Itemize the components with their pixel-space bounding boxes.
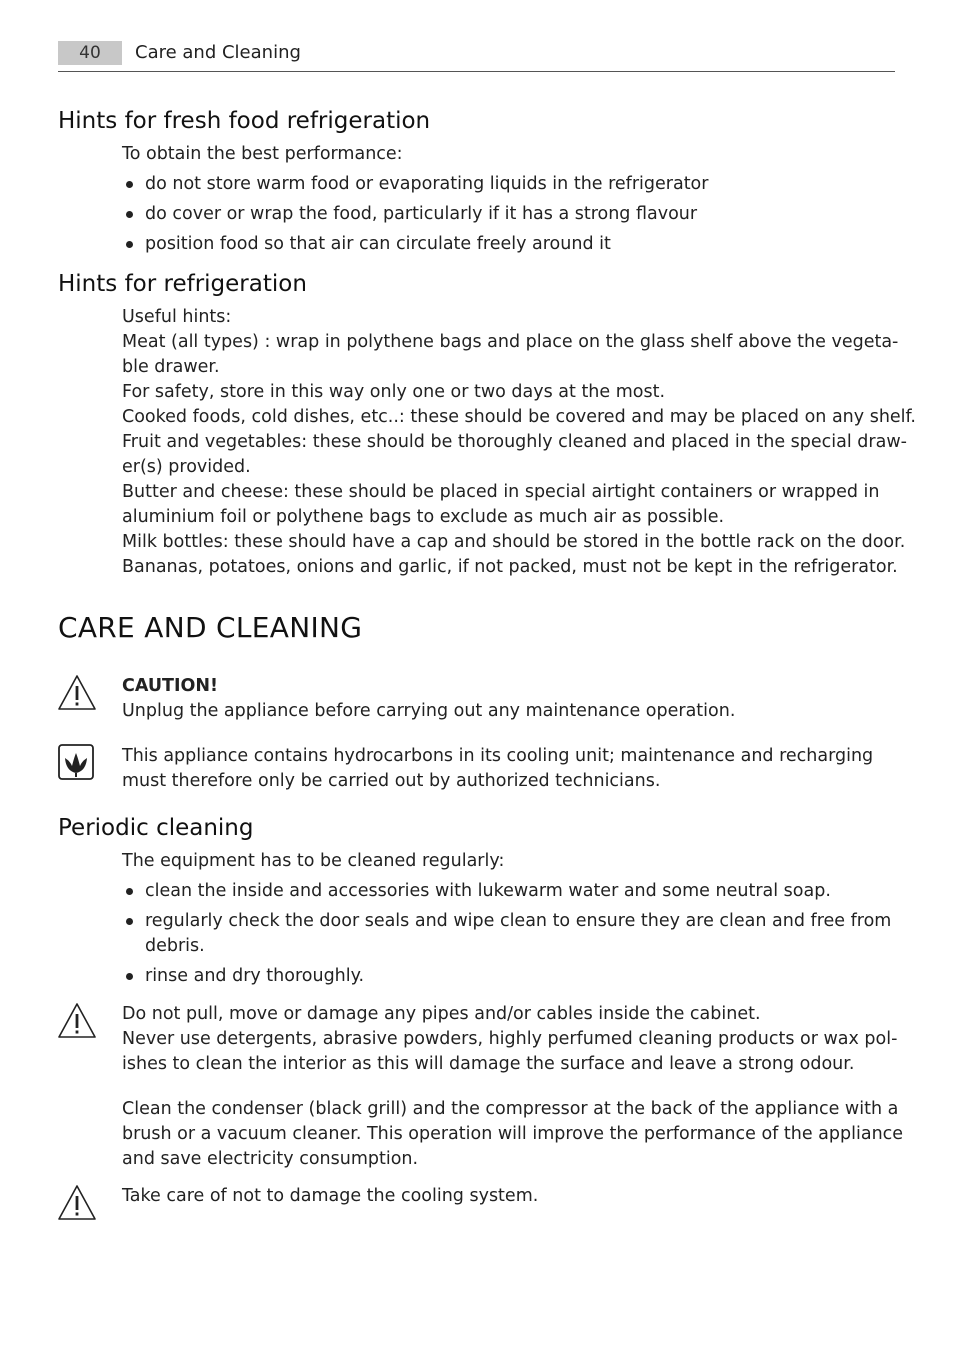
list-item-text: debris.	[145, 936, 205, 956]
final-warning-text: Take care of not to damage the cooling system.	[122, 1186, 539, 1206]
cleaning-warning	[122, 1002, 897, 1077]
list-item	[122, 172, 897, 197]
text-line: must therefore only be carried out by authorized technicians.	[122, 771, 661, 791]
fresh-food-heading: Hints for fresh food refrigeration	[58, 108, 431, 134]
text-line: Cooked foods, cold dishes, etc..: these should be covered and may be placed on any shelf.	[122, 407, 916, 427]
fresh-food-intro-text: To obtain the best performance:	[122, 144, 403, 164]
list-item	[122, 909, 897, 959]
caution-block	[122, 674, 897, 724]
list-item-text: do cover or wrap the food, particularly if it has a strong flavour	[145, 204, 698, 224]
text-line: For safety, store in this way only one or two days at the most.	[122, 382, 666, 402]
running-title: Care and Cleaning	[135, 42, 301, 63]
text-line: aluminium foil or polythene bags to exclude as much air as possible.	[122, 507, 725, 527]
list-item-text: do not store warm food or evaporating liquids in the refrigerator	[145, 174, 709, 194]
fresh-food-list	[122, 172, 897, 262]
text-line: Meat (all types) : wrap in polythene bags and place on the glass shelf above the vegeta-	[122, 332, 899, 352]
text-line: Bananas, potatoes, onions and garlic, if not packed, must not be kept in the refrigerator.	[122, 557, 898, 577]
refrigeration-heading: Hints for refrigeration	[58, 271, 307, 297]
text-line: Do not pull, move or damage any pipes and/or cables inside the cabinet.	[122, 1004, 761, 1024]
list-item	[122, 964, 897, 989]
page-number: 40	[58, 41, 122, 65]
caution-title: CAUTION!	[122, 676, 219, 696]
warning-triangle-icon	[57, 1184, 97, 1222]
condenser-note	[122, 1097, 904, 1172]
text-line: Fruit and vegetables: these should be thoroughly cleaned and placed in the special draw-	[122, 432, 907, 452]
text-line: This appliance contains hydrocarbons in its cooling unit; maintenance and recharging	[122, 746, 874, 766]
text-line: ble drawer.	[122, 357, 220, 377]
periodic-cleaning-heading: Periodic cleaning	[58, 815, 254, 841]
list-item-text: rinse and dry thoroughly.	[145, 966, 365, 986]
text-line: Clean the condenser (black grill) and the compressor at the back of the appliance with a	[122, 1099, 899, 1119]
list-item-text: position food so that air can circulate freely around it	[145, 234, 611, 254]
periodic-list	[122, 879, 897, 994]
hydrocarbon-note	[122, 744, 897, 794]
section-title: CARE AND CLEANING	[58, 611, 363, 644]
warning-triangle-icon	[57, 674, 97, 712]
list-item	[122, 232, 897, 257]
caution-text: Unplug the appliance before carrying out any maintenance operation.	[122, 701, 736, 721]
text-line: er(s) provided.	[122, 457, 251, 477]
environment-plant-icon	[58, 744, 94, 780]
periodic-intro-text: The equipment has to be cleaned regularly:	[122, 851, 505, 871]
list-item-text: clean the inside and accessories with lukewarm water and some neutral soap.	[145, 881, 831, 901]
text-line: Useful hints:	[122, 307, 232, 327]
periodic-intro	[122, 849, 897, 874]
refrigeration-hints	[122, 305, 916, 580]
final-warning	[122, 1184, 897, 1209]
text-line: Milk bottles: these should have a cap and should be stored in the bottle rack on the door.	[122, 532, 906, 552]
list-item	[122, 879, 897, 904]
page-header	[58, 41, 895, 72]
fresh-food-intro	[122, 142, 897, 167]
list-item	[122, 202, 897, 227]
warning-triangle-icon	[57, 1002, 97, 1040]
text-line: brush or a vacuum cleaner. This operation will improve the performance of the appliance	[122, 1124, 904, 1144]
text-line: and save electricity consumption.	[122, 1149, 419, 1169]
text-line: Butter and cheese: these should be placed in special airtight containers or wrapped in	[122, 482, 880, 502]
text-line: ishes to clean the interior as this will damage the surface and leave a strong odour.	[122, 1054, 855, 1074]
list-item-text: regularly check the door seals and wipe clean to ensure they are clean and free from	[145, 911, 892, 931]
text-line: Never use detergents, abrasive powders, highly perfumed cleaning products or wax pol-	[122, 1029, 898, 1049]
